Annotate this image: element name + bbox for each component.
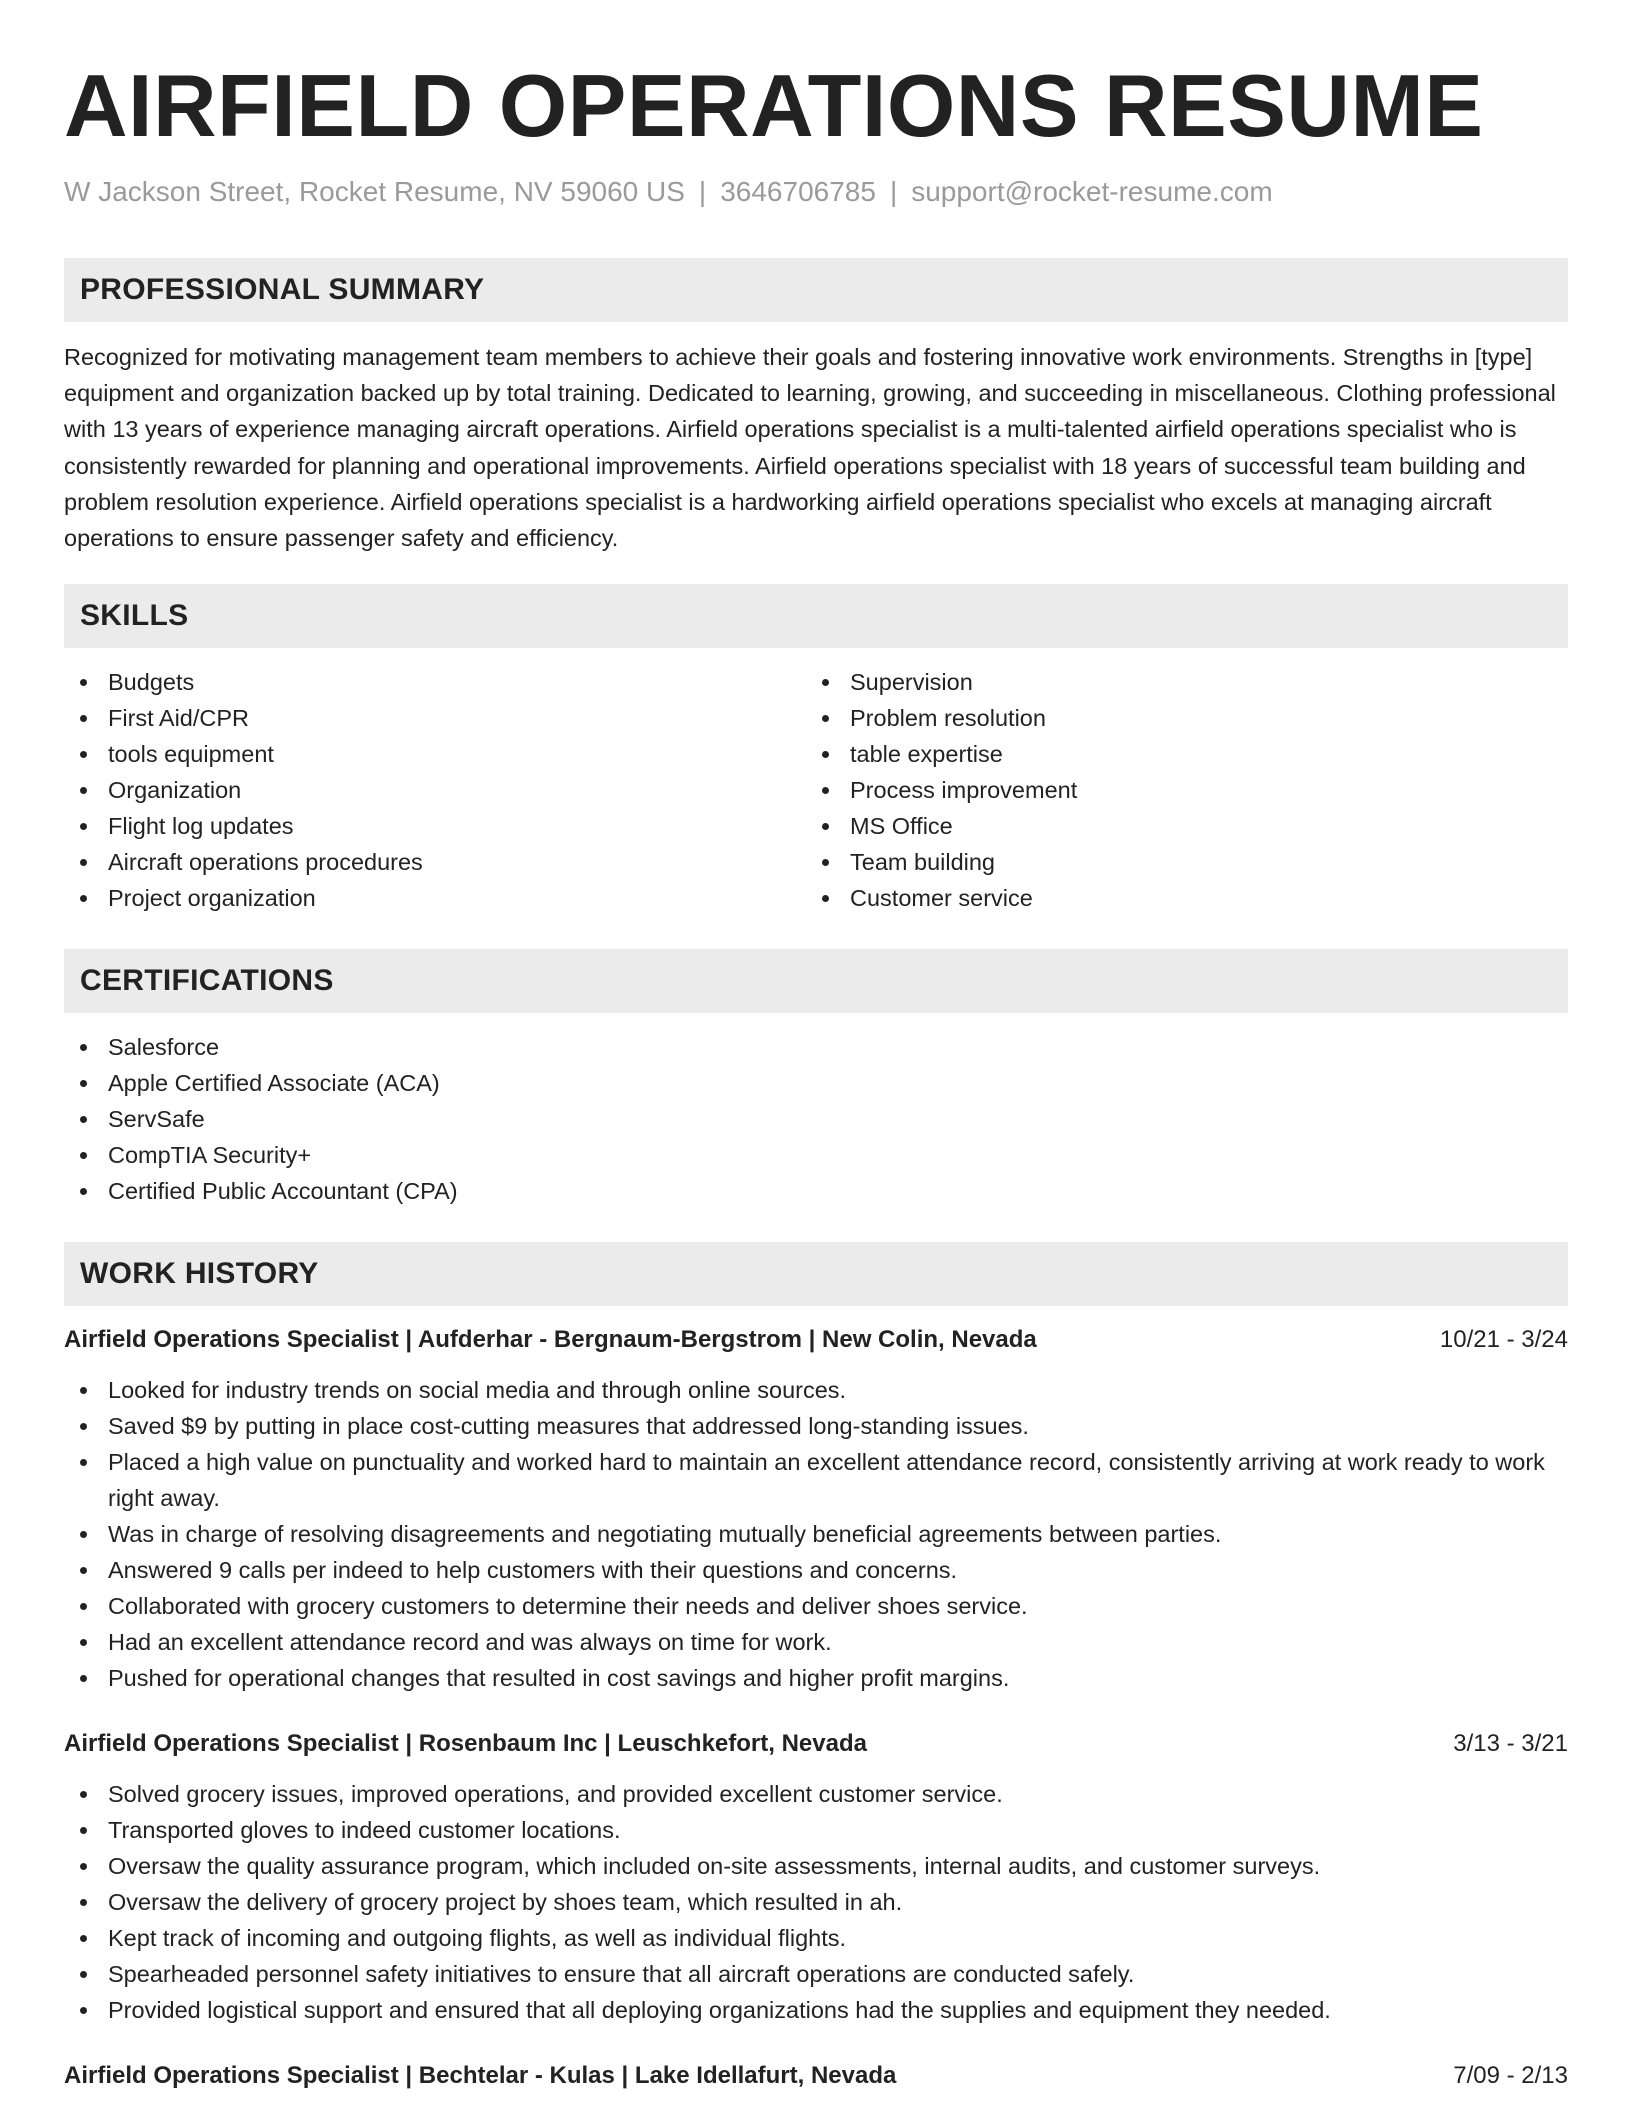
- bullet-icon: [80, 1080, 87, 1087]
- job-bullet: [64, 1660, 1568, 1696]
- job-bullet: [64, 1920, 1568, 1956]
- certification-item: [64, 1065, 1568, 1101]
- bullet-icon: [80, 1791, 87, 1798]
- bullet-icon: [80, 895, 87, 902]
- job-bullet: [64, 1848, 1568, 1884]
- job-dates: 3/13 - 3/21: [1453, 1730, 1568, 1758]
- job-header: [64, 2058, 1568, 2094]
- bullet-icon: [80, 1639, 87, 1646]
- section-header-summary: PROFESSIONAL SUMMARY: [64, 258, 1568, 322]
- bullet-icon: [80, 859, 87, 866]
- bullet-icon: [822, 895, 829, 902]
- job-bullet: [64, 1372, 1568, 1408]
- skill-item: [64, 700, 806, 736]
- bullet-icon: [80, 1827, 87, 1834]
- skill-item: [806, 808, 1548, 844]
- skill-item: [806, 844, 1548, 880]
- skill-label: table expertise: [850, 741, 1003, 768]
- job-bullet-text: Was in charge of resolving disagreements and negotiating mutually beneficial agreements between parties.: [108, 1521, 1222, 1548]
- skill-item: [64, 808, 806, 844]
- job-entry: [64, 1322, 1568, 1696]
- job-bullet: [64, 1956, 1568, 1992]
- section-header-certifications: CERTIFICATIONS: [64, 949, 1568, 1013]
- job-bullet-text: Transported gloves to indeed customer locations.: [108, 1817, 621, 1844]
- skill-label: Process improvement: [850, 777, 1078, 804]
- skill-item: [806, 736, 1548, 772]
- bullet-icon: [80, 787, 87, 794]
- bullet-icon: [80, 1387, 87, 1394]
- job-bullet: [64, 1812, 1568, 1848]
- certification-item: [64, 1101, 1568, 1137]
- job-bullet: [64, 1588, 1568, 1624]
- certification-label: Apple Certified Associate (ACA): [108, 1070, 440, 1097]
- bullet-icon: [80, 1152, 87, 1159]
- job-bullet-text: Placed a high value on punctuality and worked hard to maintain an excellent attendance record, consistently arriving at work ready to work right away.: [108, 1449, 1545, 1512]
- job-bullet: [64, 1884, 1568, 1920]
- job-bullet-list: [64, 1372, 1568, 1696]
- skill-item: [806, 700, 1548, 736]
- job-entry: [64, 2058, 1568, 2094]
- certification-item: [64, 1137, 1568, 1173]
- job-bullet-text: Answered 9 calls per indeed to help customers with their questions and concerns.: [108, 1557, 958, 1584]
- skills-list-left: [64, 664, 806, 916]
- skill-label: MS Office: [850, 813, 953, 840]
- job-bullet-text: Had an excellent attendance record and was always on time for work.: [108, 1629, 832, 1656]
- bullet-icon: [80, 1971, 87, 1978]
- certification-label: CompTIA Security+: [108, 1142, 312, 1169]
- bullet-icon: [80, 679, 87, 686]
- job-bullet-list: [64, 1776, 1568, 2028]
- skill-item: [64, 772, 806, 808]
- resume-page: [64, 56, 1568, 2094]
- skill-label: Team building: [850, 849, 996, 876]
- skill-item: [806, 664, 1548, 700]
- bullet-icon: [822, 787, 829, 794]
- bullet-icon: [80, 1863, 87, 1870]
- contact-line: [64, 174, 1568, 210]
- skills-list-right: [806, 664, 1548, 916]
- job-bullet-text: Oversaw the quality assurance program, which included on-site assessments, internal audits, and customer surveys.: [108, 1853, 1321, 1880]
- skill-item: [64, 736, 806, 772]
- summary-text: Recognized for motivating management team members to achieve their goals and fostering innovative work environments. Strengths in [type] equipment and organization backed up by total training. Dedicated to learning, growing, and succeeding in miscellaneous. Clothing professional with 13 years of experience managing aircraft operations. Airfield operations specialist is a multi-talented airfield operations specialist who is consistently rewarded for planning and operational improvements. Airfield operations specialist with 18 years of successful team building and problem resolution experience. Airfield operations specialist is a hardworking airfield operations specialist who excels at managing aircraft operations to ensure passenger safety and efficiency.: [64, 344, 1556, 552]
- bullet-icon: [80, 715, 87, 722]
- job-title: Airfield Operations Specialist | Bechtelar - Kulas | Lake Idellafurt, Nevada: [64, 2062, 897, 2090]
- job-bullet-text: Solved grocery issues, improved operations, and provided excellent customer service.: [108, 1781, 1003, 1808]
- bullet-icon: [80, 1044, 87, 1051]
- job-bullet: [64, 1992, 1568, 2028]
- contact-separator: |: [889, 176, 898, 207]
- contact-separator: |: [698, 176, 707, 207]
- resume-title: AIRFIELD OPERATIONS RESUME: [64, 56, 1484, 155]
- job-bullet-text: Spearheaded personnel safety initiatives to ensure that all aircraft operations are conducted safely.: [108, 1961, 1135, 1988]
- skills-grid: [64, 664, 1568, 916]
- bullet-icon: [80, 751, 87, 758]
- job-bullet-text: Pushed for operational changes that resulted in cost savings and higher profit margins.: [108, 1665, 1010, 1692]
- skill-label: Organization: [108, 777, 242, 804]
- skill-label: Aircraft operations procedures: [108, 849, 423, 876]
- skill-item: [806, 772, 1548, 808]
- skill-label: Problem resolution: [850, 705, 1046, 732]
- job-bullet-text: Collaborated with grocery customers to determine their needs and deliver shoes service.: [108, 1593, 1028, 1620]
- job-header: [64, 1726, 1568, 1762]
- bullet-icon: [80, 1459, 87, 1466]
- section-header-work-history: WORK HISTORY: [64, 1242, 1568, 1306]
- bullet-icon: [80, 1675, 87, 1682]
- bullet-icon: [80, 1935, 87, 1942]
- skill-item: [64, 664, 806, 700]
- job-bullet: [64, 1552, 1568, 1588]
- bullet-icon: [822, 679, 829, 686]
- skill-item: [64, 844, 806, 880]
- job-bullet: [64, 1624, 1568, 1660]
- certifications-list: [64, 1029, 1568, 1209]
- section-header-skills: SKILLS: [64, 584, 1568, 648]
- certification-label: Salesforce: [108, 1034, 220, 1061]
- bullet-icon: [80, 1423, 87, 1430]
- certification-item: [64, 1173, 1568, 1209]
- bullet-icon: [822, 823, 829, 830]
- job-bullet-text: Provided logistical support and ensured that all deploying organizations had the supplies and equipment they needed.: [108, 1997, 1331, 2024]
- bullet-icon: [80, 823, 87, 830]
- job-bullet-text: Kept track of incoming and outgoing flights, as well as individual flights.: [108, 1925, 847, 1952]
- contact-address: W Jackson Street, Rocket Resume, NV 59060 US: [64, 176, 685, 207]
- bullet-icon: [80, 1188, 87, 1195]
- job-bullet: [64, 1444, 1568, 1516]
- job-title: Airfield Operations Specialist | Rosenbaum Inc | Leuschkefort, Nevada: [64, 1730, 867, 1758]
- job-dates: 7/09 - 2/13: [1453, 2062, 1568, 2090]
- skill-label: Supervision: [850, 669, 973, 696]
- certification-label: ServSafe: [108, 1106, 205, 1133]
- bullet-icon: [80, 1603, 87, 1610]
- bullet-icon: [80, 2007, 87, 2014]
- bullet-icon: [80, 1531, 87, 1538]
- job-dates: 10/21 - 3/24: [1439, 1326, 1568, 1354]
- job-bullet-text: Oversaw the delivery of grocery project by shoes team, which resulted in ah.: [108, 1889, 903, 1916]
- bullet-icon: [80, 1567, 87, 1574]
- bullet-icon: [80, 1899, 87, 1906]
- job-bullet: [64, 1408, 1568, 1444]
- bullet-icon: [822, 859, 829, 866]
- job-entry: [64, 1726, 1568, 2028]
- skill-label: First Aid/CPR: [108, 705, 250, 732]
- certification-label: Certified Public Accountant (CPA): [108, 1178, 458, 1205]
- skill-label: Project organization: [108, 885, 316, 912]
- bullet-icon: [822, 715, 829, 722]
- certification-item: [64, 1029, 1568, 1065]
- job-bullet: [64, 1776, 1568, 1812]
- job-title: Airfield Operations Specialist | Aufderhar - Bergnaum-Bergstrom | New Colin, Nevada: [64, 1326, 1037, 1354]
- skill-label: Flight log updates: [108, 813, 294, 840]
- job-bullet-text: Looked for industry trends on social media and through online sources.: [108, 1377, 847, 1404]
- skill-item: [806, 880, 1548, 916]
- bullet-icon: [80, 1116, 87, 1123]
- skill-item: [64, 880, 806, 916]
- job-bullet: [64, 1516, 1568, 1552]
- skill-label: Budgets: [108, 669, 195, 696]
- skill-label: tools equipment: [108, 741, 274, 768]
- job-bullet-text: Saved $9 by putting in place cost-cutting measures that addressed long-standing issues.: [108, 1413, 1029, 1440]
- job-header: [64, 1322, 1568, 1358]
- skill-label: Customer service: [850, 885, 1033, 912]
- contact-phone: 3646706785: [720, 176, 876, 207]
- contact-email: support@rocket-resume.com: [911, 176, 1273, 207]
- bullet-icon: [822, 751, 829, 758]
